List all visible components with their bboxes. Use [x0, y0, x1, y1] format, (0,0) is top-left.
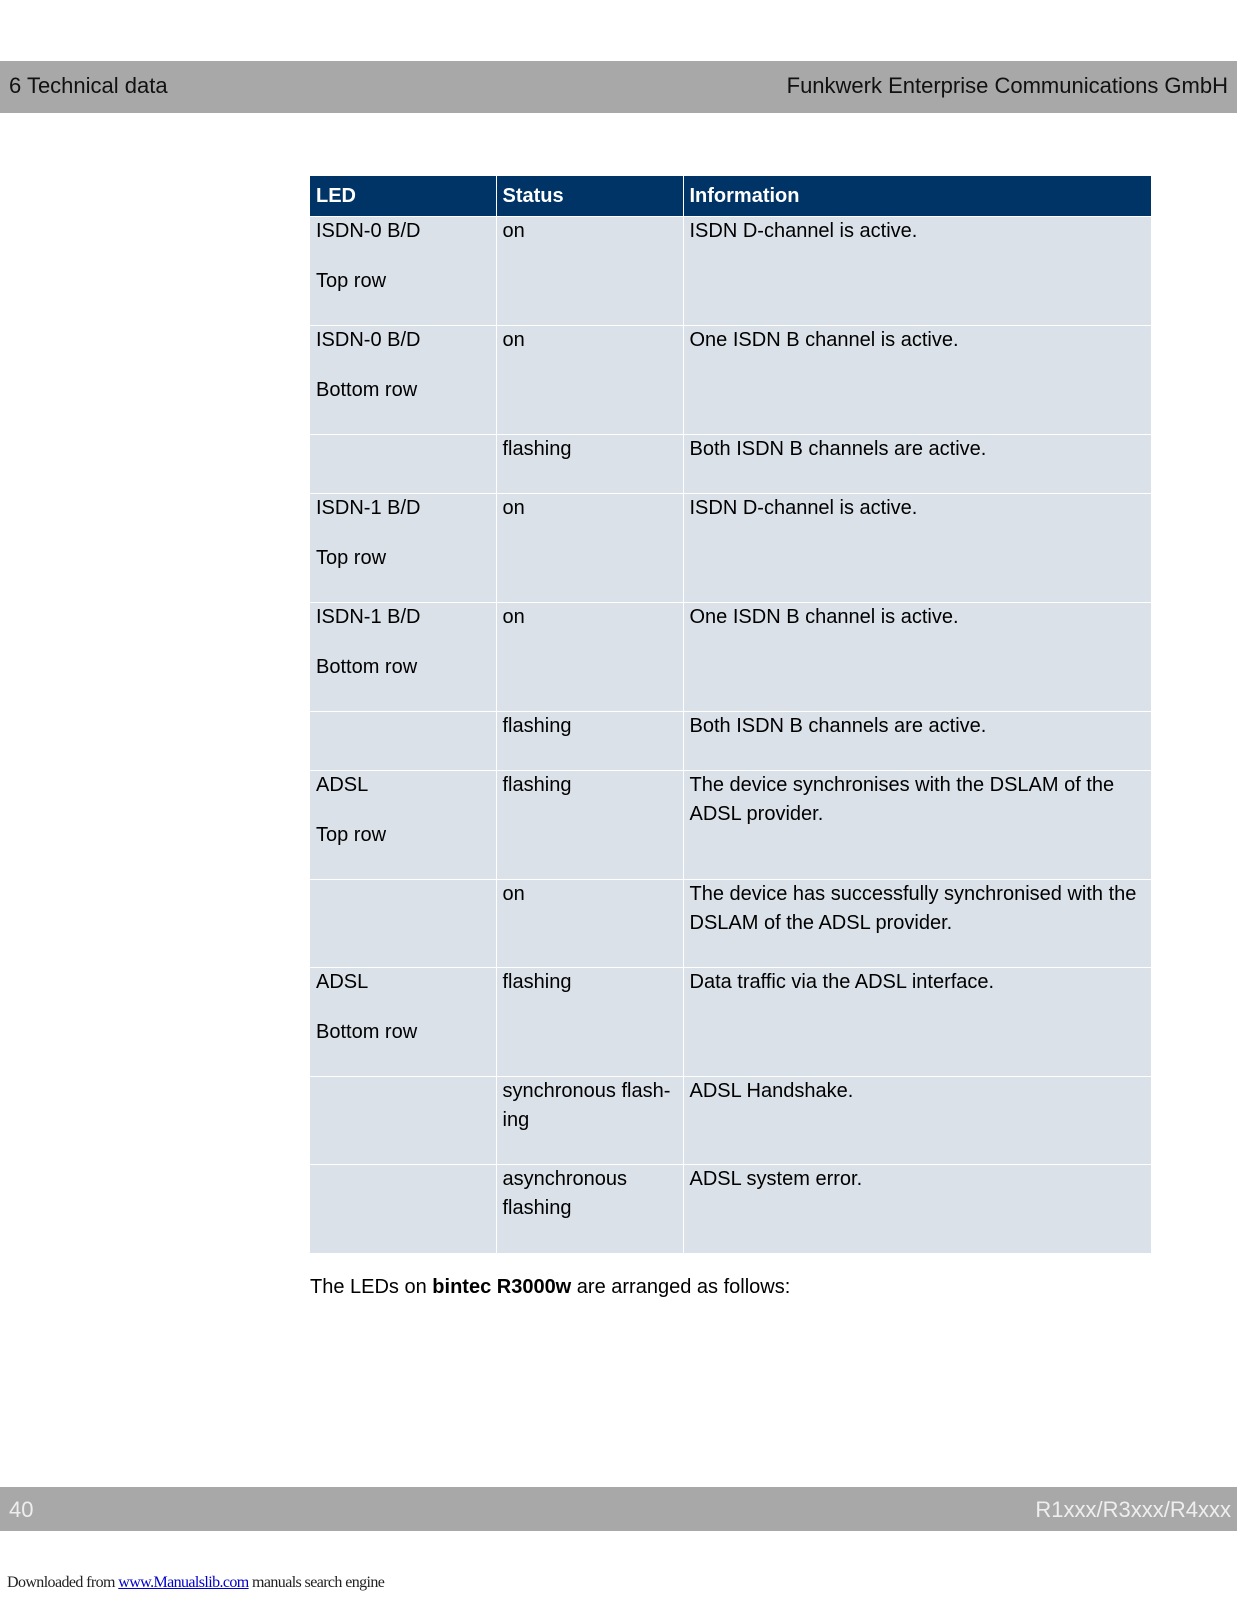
table-header-row	[310, 176, 1151, 217]
table-row	[310, 771, 1151, 880]
led-name: ISDN-1 B/D	[316, 606, 421, 628]
intro-paragraph	[310, 1276, 790, 1299]
table-row	[310, 494, 1151, 603]
cell-led	[310, 771, 496, 880]
chapter-title: 6 Technical data	[9, 73, 168, 98]
cell-information: ADSL Handshake.	[683, 1077, 1151, 1165]
intro-prefix: The LEDs on	[310, 1276, 433, 1298]
manualslib-link[interactable]: www.Manualslib.com	[118, 1574, 249, 1591]
cell-status: asynchronous flashing	[496, 1165, 683, 1253]
column-header-status: Status	[496, 176, 683, 217]
cell-status: on	[496, 494, 683, 603]
cell-status: flashing	[496, 968, 683, 1077]
table-row	[310, 880, 1151, 968]
table-row	[310, 603, 1151, 712]
table-row	[310, 217, 1151, 326]
table-row	[310, 712, 1151, 771]
download-prefix: Downloaded from	[7, 1574, 119, 1591]
cell-information: Data traffic via the ADSL interface.	[683, 968, 1151, 1077]
cell-status: on	[496, 326, 683, 435]
led-name: ISDN-1 B/D	[316, 497, 421, 519]
led-name: ADSL	[316, 971, 369, 993]
cell-led	[310, 435, 496, 494]
cell-information: The device has successfully synchronised with the DSLAM of the ADSL provider.	[683, 880, 1151, 968]
download-notice	[7, 1574, 384, 1592]
cell-status: flashing	[496, 435, 683, 494]
table-row	[310, 326, 1151, 435]
cell-status: flashing	[496, 771, 683, 880]
cell-led	[310, 494, 496, 603]
table-body	[310, 217, 1151, 1253]
download-suffix: manuals search engine	[248, 1574, 385, 1591]
table-row	[310, 968, 1151, 1077]
cell-information: ISDN D-channel is active.	[683, 494, 1151, 603]
cell-status: on	[496, 603, 683, 712]
cell-status: on	[496, 217, 683, 326]
column-header-information: Information	[683, 176, 1151, 217]
cell-status: synchronous flash- ing	[496, 1077, 683, 1165]
company-name: Funkwerk Enterprise Communications GmbH	[786, 73, 1228, 98]
product-name: bintec R3000w	[432, 1276, 572, 1298]
cell-information: ADSL system error.	[683, 1165, 1151, 1253]
led-position: Top row	[316, 270, 387, 292]
cell-led	[310, 880, 496, 968]
led-position: Bottom row	[316, 1021, 418, 1043]
led-name: ISDN-0 B/D	[316, 220, 421, 242]
led-status-table	[310, 176, 1151, 1253]
page-number: 40	[9, 1497, 34, 1522]
table-row	[310, 1165, 1151, 1253]
page-footer	[0, 1487, 1237, 1531]
cell-led	[310, 1077, 496, 1165]
cell-led	[310, 712, 496, 771]
cell-status: flashing	[496, 712, 683, 771]
cell-led	[310, 217, 496, 326]
led-position: Bottom row	[316, 379, 418, 401]
led-position: Top row	[316, 824, 387, 846]
cell-led	[310, 1165, 496, 1253]
cell-information: One ISDN B channel is active.	[683, 603, 1151, 712]
cell-led	[310, 326, 496, 435]
cell-information: Both ISDN B channels are active.	[683, 712, 1151, 771]
led-position: Top row	[316, 547, 387, 569]
cell-led	[310, 603, 496, 712]
cell-led	[310, 968, 496, 1077]
table-row	[310, 1077, 1151, 1165]
intro-suffix: are arranged as follows:	[571, 1276, 791, 1298]
cell-information: One ISDN B channel is active.	[683, 326, 1151, 435]
table-row	[310, 435, 1151, 494]
column-header-led: LED	[310, 176, 496, 217]
led-name: ADSL	[316, 774, 369, 796]
page-header	[0, 61, 1237, 113]
cell-information: Both ISDN B channels are active.	[683, 435, 1151, 494]
cell-status: on	[496, 880, 683, 968]
led-position: Bottom row	[316, 656, 418, 678]
led-name: ISDN-0 B/D	[316, 329, 421, 351]
model-range: R1xxx/R3xxx/R4xxx	[1035, 1497, 1231, 1522]
cell-information: ISDN D-channel is active.	[683, 217, 1151, 326]
cell-information: The device synchronises with the DSLAM of the ADSL provider.	[683, 771, 1151, 880]
